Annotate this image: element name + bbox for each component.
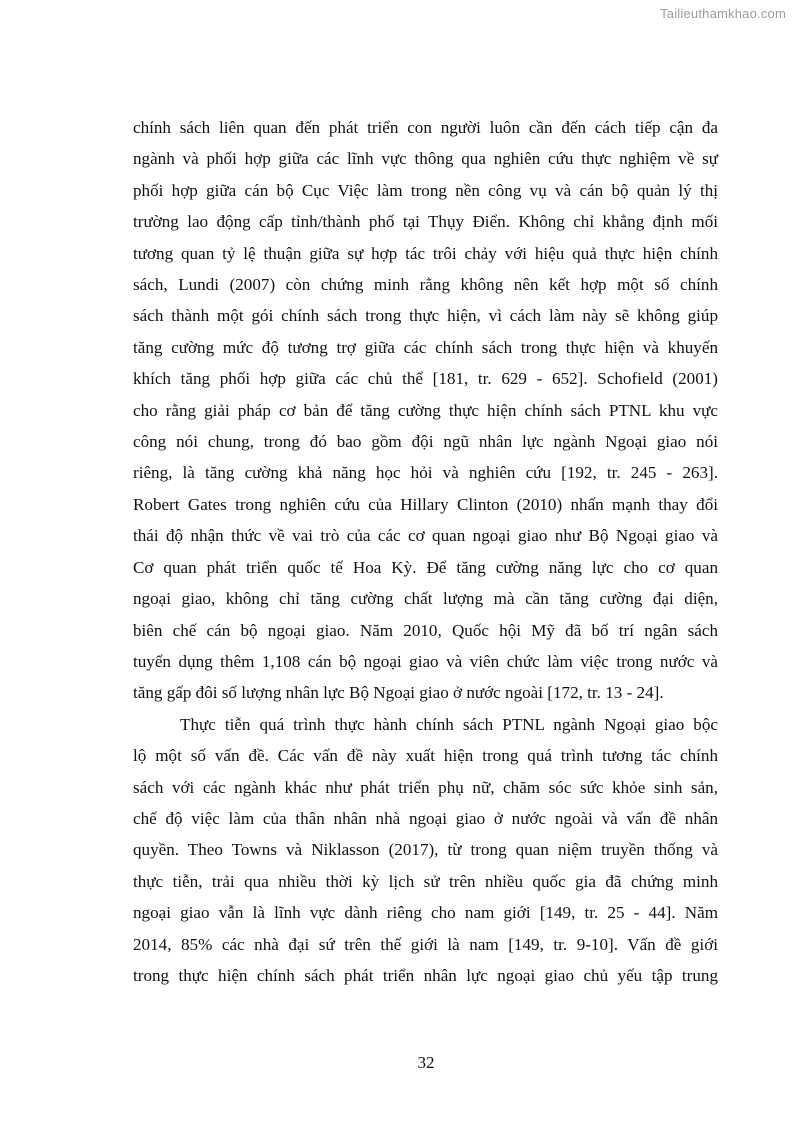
text-line: sách, Lundi (2007) còn chứng minh rằng không nên kết hợp một số chính	[133, 275, 718, 295]
text-line: tăng cường mức độ tương trợ giữa các chính sách trong thực hiện và khuyến	[133, 337, 718, 357]
text-line: chính sách liên quan đến phát triển con người luôn cần đến cách tiếp cận đa	[133, 118, 718, 137]
text-line: tăng gấp đôi số lượng nhân lực Bộ Ngoại giao ở nước ngoài [172, tr. 13 - 24].	[133, 683, 664, 703]
text-line: lộ một số vấn đề. Các vấn đề này xuất hiện trong quá trình tương tác chính	[133, 746, 718, 766]
text-line: 2014, 85% các nhà đại sứ trên thế giới là nam [149, tr. 9-10]. Vấn đề giới	[133, 934, 718, 954]
text-line: thực tiễn, trải qua nhiều thời kỳ lịch sử trên nhiều quốc gia đã chứng minh	[133, 871, 718, 891]
text-line: cho rằng giải pháp cơ bản để tăng cường thực hiện chính sách PTNL khu vực	[133, 400, 718, 420]
text-line: Thực tiễn quá trình thực hành chính sách PTNL ngành Ngoại giao bộc	[180, 714, 718, 734]
text-line: khích tăng phối hợp giữa các chủ thể [181, tr. 629 - 652]. Schofield (2001)	[133, 369, 718, 389]
text-line: ngành và phối hợp giữa các lĩnh vực thông qua nghiên cứu thực nghiệm về sự	[133, 149, 718, 169]
text-line: riêng, là tăng cường khả năng học hỏi và nghiên cứu [192, tr. 245 - 263].	[133, 463, 718, 483]
text-line: quyền. Theo Towns và Niklasson (2017), từ trong quan niệm truyền thống và	[133, 840, 718, 860]
paragraph-1	[133, 112, 718, 709]
text-line: thái độ nhận thức về vai trò của các cơ quan ngoại giao như Bộ Ngoại giao và	[133, 526, 718, 546]
text-line: sách với các ngành khác như phát triển phụ nữ, chăm sóc sức khỏe sinh sản,	[133, 777, 718, 797]
text-line: Robert Gates trong nghiên cứu của Hillary Clinton (2010) nhấn mạnh thay đổi	[133, 494, 718, 514]
page-number: 32	[417, 1053, 435, 1072]
text-line: Cơ quan phát triển quốc tế Hoa Kỳ. Để tăng cường năng lực cho cơ quan	[133, 557, 718, 577]
text-line: phối hợp giữa cán bộ Cục Việc làm trong nền công vụ và cán bộ quản lý thị	[133, 180, 718, 200]
text-line: ngoại giao, không chỉ tăng cường chất lượng mà cần tăng cường đại diện,	[133, 589, 718, 609]
text-line: tuyển dụng thêm 1,108 cán bộ ngoại giao và viên chức làm việc trong nước và	[133, 651, 718, 671]
text-line: công nói chung, trong đó bao gồm đội ngũ nhân lực ngành Ngoại giao nói	[133, 432, 718, 452]
text-line: trường lao động cấp tỉnh/thành phố tại Thụy Điển. Không chỉ khẳng định mối	[133, 212, 718, 232]
text-line: tương quan tỷ lệ thuận giữa sự hợp tác trôi chảy với hiệu quả thực hiện chính	[133, 243, 718, 263]
text-line: sách thành một gói chính sách trong thực hiện, vì cách làm này sẽ không giúp	[133, 306, 718, 326]
watermark: Tailieuthamkhao.com	[660, 6, 786, 21]
text-line: trong thực hiện chính sách phát triển nhân lực ngoại giao chủ yếu tập trung	[133, 965, 718, 985]
text-line: biên chế cán bộ ngoại giao. Năm 2010, Quốc hội Mỹ đã bố trí ngân sách	[133, 620, 718, 640]
paragraph-2	[133, 709, 718, 992]
text-line: chế độ việc làm của thân nhân nhà ngoại giao ở nước ngoài và vấn đề nhân	[133, 808, 718, 828]
text-line: ngoại giao vẫn là lĩnh vực dành riêng cho nam giới [149, tr. 25 - 44]. Năm	[133, 903, 718, 923]
page-body	[133, 112, 718, 991]
